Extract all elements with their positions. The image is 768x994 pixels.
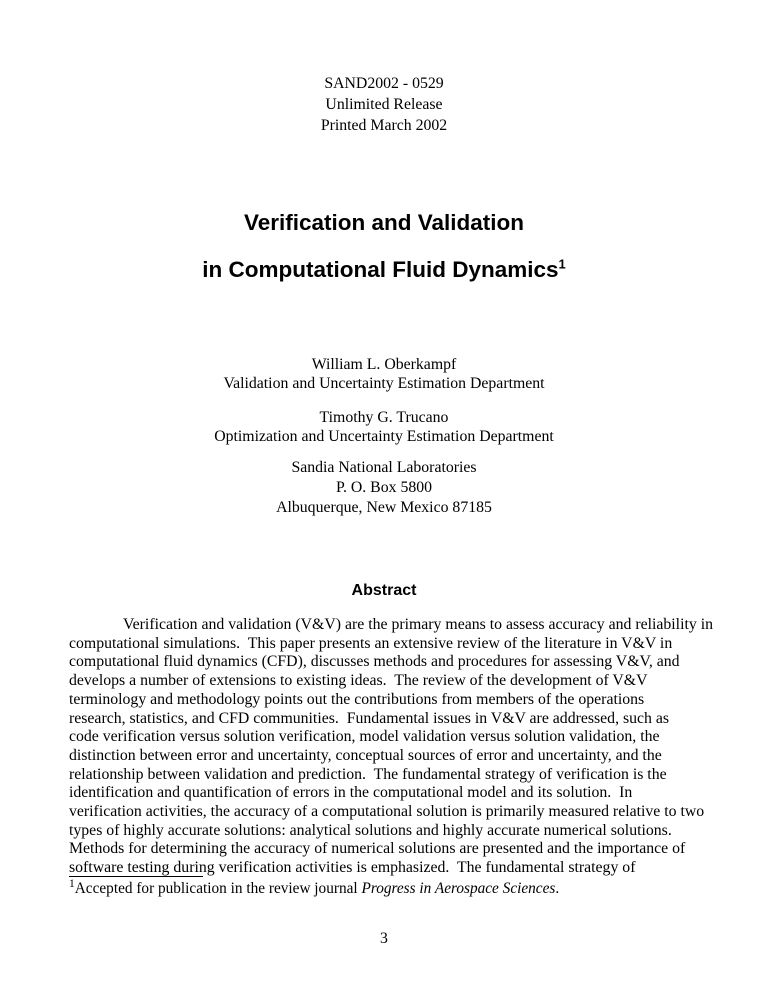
paper-title-line2-text: in Computational Fluid Dynamics <box>202 257 559 282</box>
abstract-line: computational simulations. This paper presents an extensive review of the literature in V&V in <box>69 634 673 652</box>
author-department: Validation and Uncertainty Estimation Department <box>223 375 545 392</box>
abstract-line: Verification and validation (V&V) are the primary means to assess accuracy and reliability in <box>123 616 713 633</box>
abstract-line: computational fluid dynamics (CFD), discusses methods and procedures for assessing V&V, and <box>69 653 680 671</box>
footnote-separator-rule <box>69 876 203 877</box>
abstract-line: verification activities, the accuracy of a computational solution is primarily measured relative to two <box>69 803 705 821</box>
affiliation-po-box: P. O. Box 5800 <box>335 479 433 496</box>
journal-name: Progress in Aerospace Sciences <box>361 880 556 897</box>
affiliation-city: Albuquerque, New Mexico 87185 <box>276 499 492 516</box>
abstract-line: types of highly accurate solutions: analytical solutions and highly accurate numerical solutions. <box>69 821 672 839</box>
abstract-line: develops a number of extensions to existing ideas. The review of the development of V&V <box>69 672 648 690</box>
footnote-text: Accepted for publication in the review journal <box>74 880 362 897</box>
author-block-1 <box>0 355 768 393</box>
paper-title-line1-text: Verification and Validation <box>243 210 525 235</box>
affiliation-institution: Sandia National Laboratories <box>291 459 477 476</box>
abstract-line: relationship between validation and prediction. The fundamental strategy of verification is the <box>69 765 667 783</box>
paper-title-line1 <box>0 210 768 236</box>
abstract-paragraph <box>69 616 713 878</box>
release-statement: Unlimited Release <box>325 95 443 113</box>
author-department: Optimization and Uncertainty Estimation Department <box>214 428 554 445</box>
footnote <box>69 879 559 898</box>
footnote-period: . <box>555 880 560 897</box>
author-name: Timothy G. Trucano <box>319 409 449 426</box>
report-number: SAND2002 - 0529 <box>324 75 444 92</box>
abstract-line: identification and quantification of errors in the computational model and its solution. In <box>69 784 633 802</box>
title-footnote-marker: 1 <box>558 256 566 272</box>
abstract-line: research, statistics, and CFD communities. Fundamental issues in V&V are addressed, such as <box>69 709 670 727</box>
affiliation-block <box>0 458 768 518</box>
abstract-line: Methods for determining the accuracy of numerical solutions are presented and the importance of <box>69 840 686 858</box>
page-number: 3 <box>380 930 388 947</box>
document-header <box>0 74 768 136</box>
print-date: Printed March 2002 <box>320 116 448 134</box>
paper-title-line2 <box>0 257 768 283</box>
abstract-line: terminology and methodology points out the contributions from members of the operations <box>69 690 645 708</box>
abstract-line: code verification versus solution verification, model validation versus solution validation, the <box>69 728 660 746</box>
author-name: William L. Oberkampf <box>311 356 457 373</box>
author-block-2 <box>0 408 768 446</box>
abstract-line: distinction between error and uncertainty, conceptual sources of error and uncertainty, and the <box>69 746 662 764</box>
abstract-line: software testing during verification activities is emphasized. The fundamental strategy of <box>69 859 636 877</box>
abstract-heading: Abstract <box>351 582 417 599</box>
footnote-marker: 1 <box>69 877 75 890</box>
